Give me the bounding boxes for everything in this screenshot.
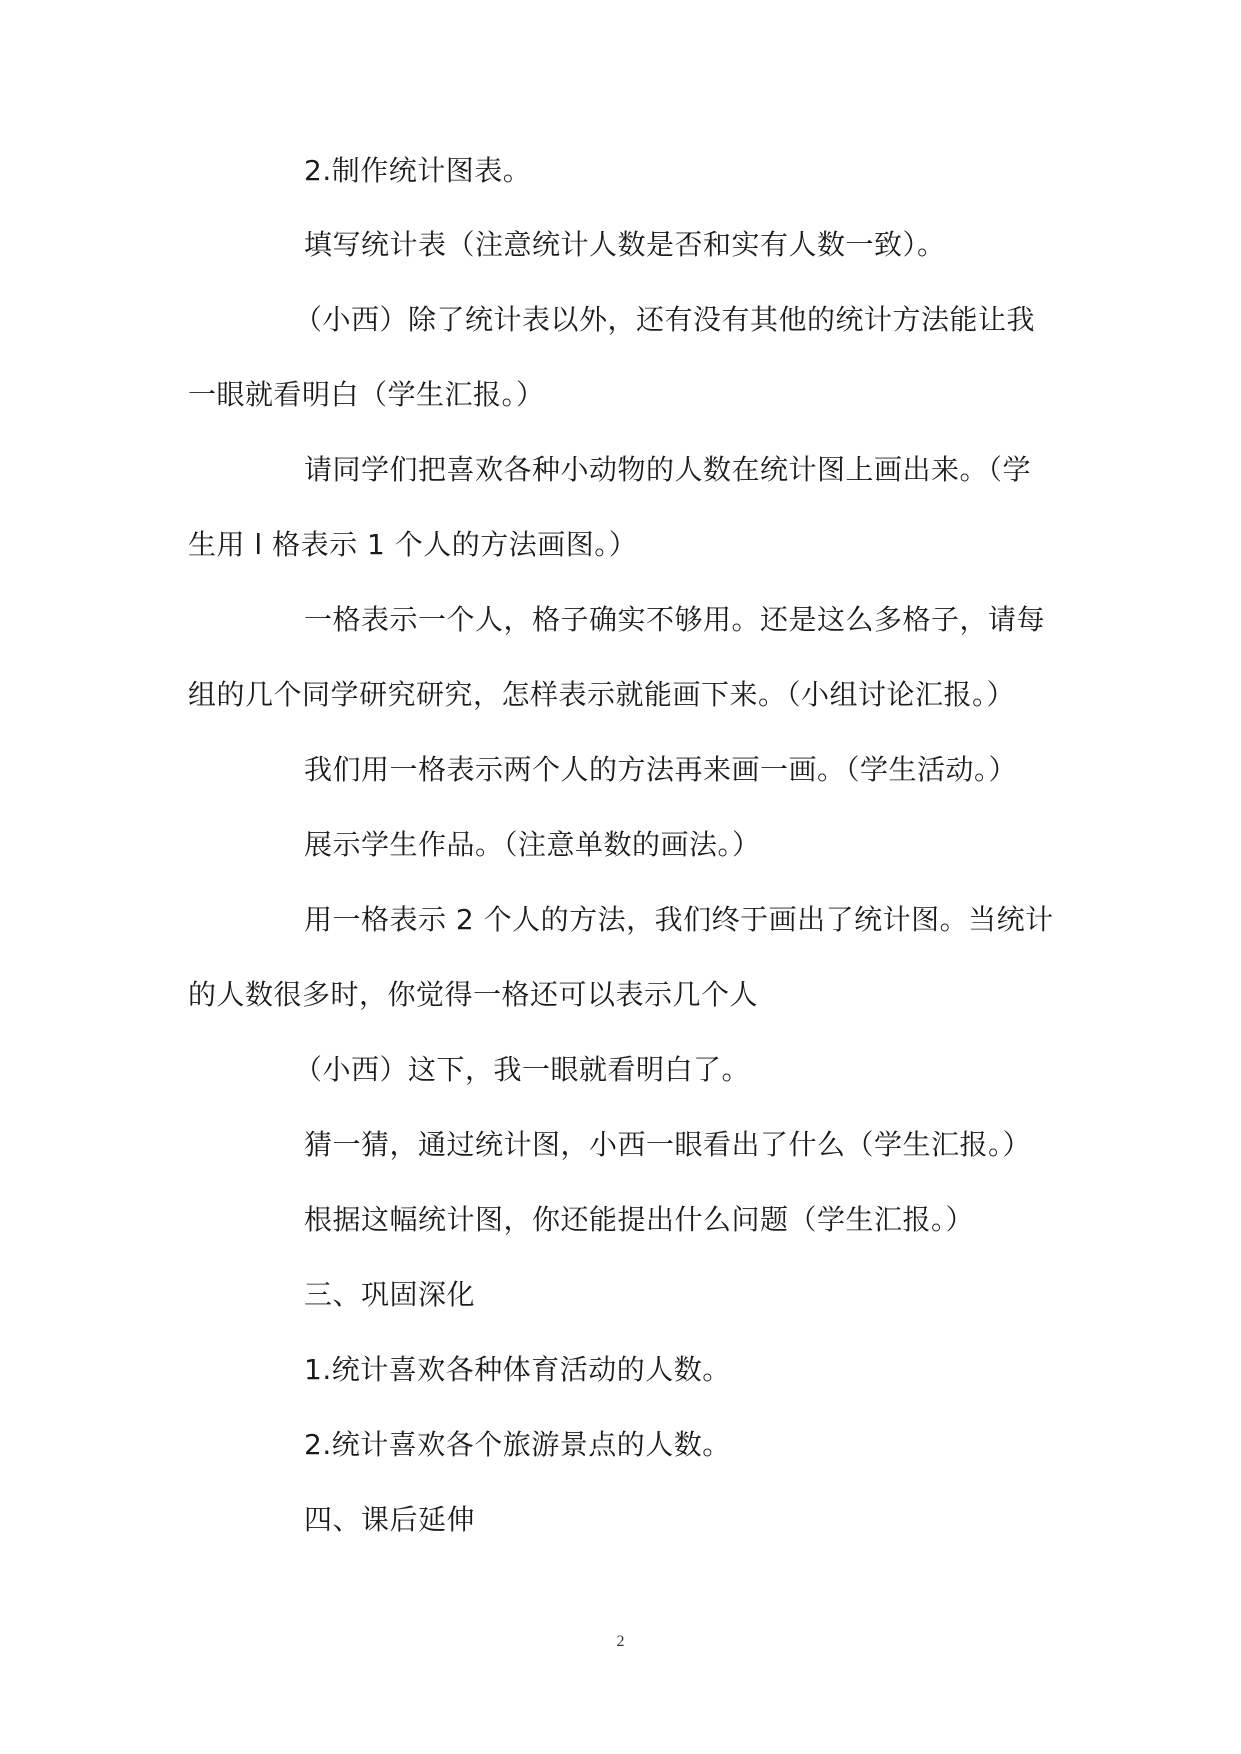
paragraph-line: 展示学生作品。（注意单数的画法。）: [304, 828, 761, 861]
paragraph-line: 生用 l 格表示 1 个人的方法画图。）: [188, 528, 638, 561]
list-item: 2.统计喜欢各个旅游景点的人数。: [304, 1428, 731, 1461]
paragraph-line: 根据这幅统计图，你还能提出什么问题（学生汇报。）: [304, 1203, 975, 1236]
section-heading: 三、巩固深化: [304, 1278, 476, 1311]
paragraph-line: （小西）除了统计表以外，还有没有其他的统计方法能让我: [294, 303, 1036, 336]
paragraph-line: （小西）这下，我一眼就看明白了。: [294, 1053, 751, 1086]
paragraph-line: 猜一猜，通过统计图，小西一眼看出了什么（学生汇报。）: [304, 1128, 1032, 1161]
paragraph-line: 填写统计表（注意统计人数是否和实有人数一致）。: [304, 228, 946, 261]
paragraph-line: 组的几个同学研究研究，怎样表示就能画下来。（小组讨论汇报。）: [188, 678, 1016, 711]
paragraph-line: 请同学们把喜欢各种小动物的人数在统计图上画出来。（学: [304, 453, 1032, 486]
paragraph-line: 的人数很多时，你觉得一格还可以表示几个人: [188, 978, 759, 1011]
paragraph-line: 2.制作统计图表。: [304, 154, 532, 187]
list-item: 1.统计喜欢各种体育活动的人数。: [304, 1353, 731, 1386]
paragraph-line: 一格表示一个人，格子确实不够用。还是这么多格子，请每: [304, 603, 1046, 636]
page-number: 2: [616, 1633, 625, 1650]
paragraph-line: 用一格表示 2 个人的方法，我们终于画出了统计图。当统计: [304, 903, 1054, 936]
paragraph-line: 我们用一格表示两个人的方法再来画一画。（学生活动。）: [304, 753, 1018, 786]
paragraph-line: 一眼就看明白（学生汇报。）: [188, 378, 545, 411]
section-heading: 四、课后延伸: [304, 1503, 476, 1536]
